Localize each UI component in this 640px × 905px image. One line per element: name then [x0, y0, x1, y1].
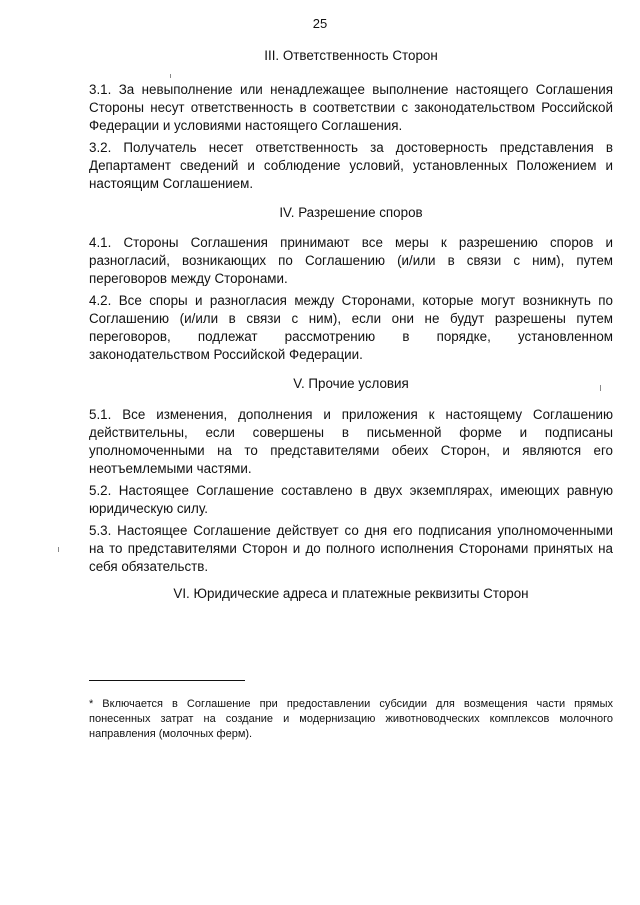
document-body [89, 47, 613, 603]
paragraph-4-1: 4.1. Стороны Соглашения принимают все меры к разрешению споров и разногласий, возникающих по Соглашению (и/или в связи с ним), путем переговоров между Сторонами. [89, 235, 613, 286]
paragraph-5-2: 5.2. Настоящее Соглашение составлено в двух экземплярах, имеющих равную юридическую силу. [89, 483, 613, 516]
paragraph-3-1: 3.1. За невыполнение или ненадлежащее выполнение настоящего Соглашения Стороны несут ответственность в соответствии с законодательством Российской Федерации и условиями настоящего Соглашения. [89, 82, 613, 133]
paragraph-3-2: 3.2. Получатель несет ответственность за достоверность представления в Департамент сведений и соблюдение условий, установленных Положением и настоящим Соглашением. [89, 140, 613, 191]
scan-mark [600, 385, 601, 391]
section-heading-4: IV. Разрешение споров [279, 205, 423, 220]
section-heading-6: VI. Юридические адреса и платежные реквизиты Сторон [173, 586, 529, 601]
paragraph-5-1: 5.1. Все изменения, дополнения и приложения к настоящему Соглашению действительны, если совершены в письменной форме и подписаны уполномоченными на то представителями обеих Сторон, и являются его неотъемлемыми частями. [89, 407, 613, 476]
page-number: 25 [312, 16, 328, 31]
footnote: * Включается в Соглашение при предоставлении субсидии для возмещения части прямых понесенных затрат на создание и модернизацию животноводческих комплексов молочного направления (молочных ферм). [89, 698, 613, 740]
footnote-separator [89, 680, 245, 681]
paragraph-5-3: 5.3. Настоящее Соглашение действует со дня его подписания уполномоченными на то представителями Сторон и до полного исполнения Сторонами принятых на себя обязательств. [89, 523, 613, 574]
section-heading-3: III. Ответственность Сторон [264, 48, 438, 63]
scan-mark [170, 74, 171, 78]
paragraph-4-2: 4.2. Все споры и разногласия между Сторонами, которые могут возникнуть по Соглашению (и/или в связи с ним), если они не будут разрешены путем переговоров, подлежат рассмотрению в порядке, установленном законодательством Российской Федерации. [89, 293, 613, 362]
scan-mark [58, 547, 59, 552]
section-heading-5: V. Прочие условия [293, 376, 409, 391]
